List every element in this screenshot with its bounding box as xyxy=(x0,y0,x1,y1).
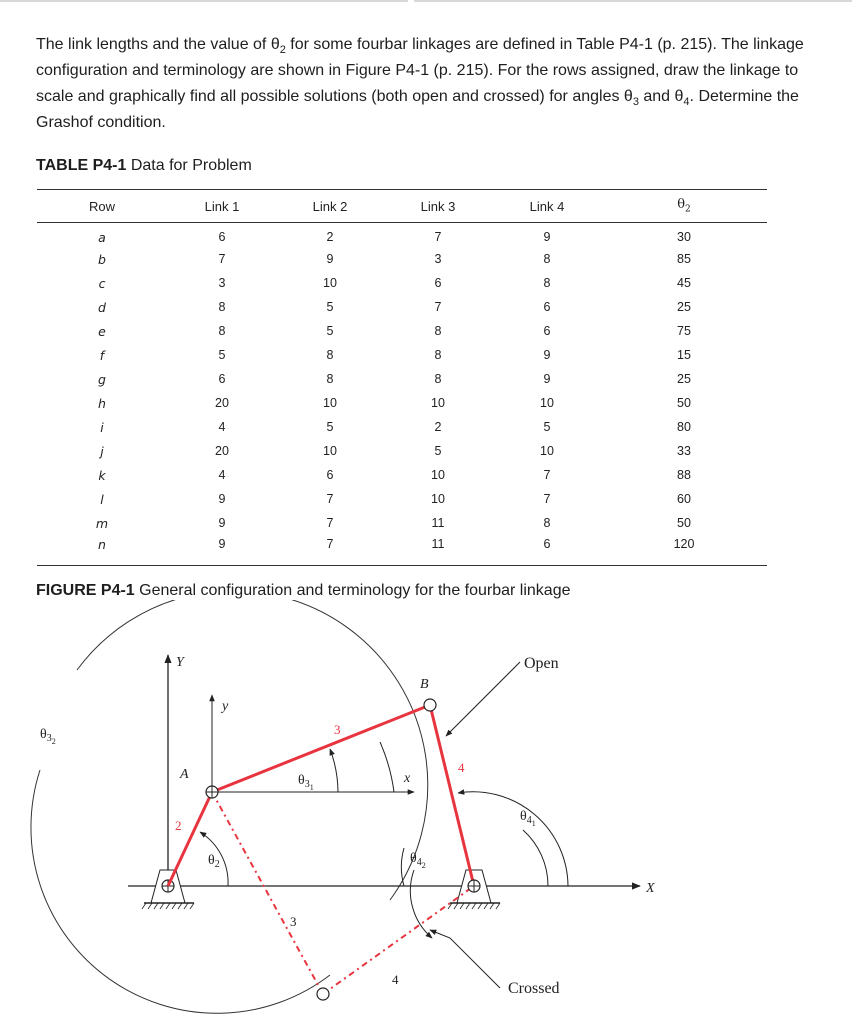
link-1-cell: 4 xyxy=(218,420,226,434)
theta2-cell: 60 xyxy=(677,492,691,506)
table-header-row xyxy=(37,190,767,223)
table-row xyxy=(37,439,767,463)
link-4-cell: 8 xyxy=(543,252,551,266)
theta2-cell: 30 xyxy=(677,230,691,244)
link-4-cell: 9 xyxy=(543,348,551,362)
link-3-cell: 10 xyxy=(431,492,445,506)
ground-pivot-O2 xyxy=(142,870,194,909)
label-x: x xyxy=(404,771,411,786)
link-2-cell: 9 xyxy=(326,252,334,266)
row-label: k xyxy=(98,467,106,483)
open-leader xyxy=(446,662,520,736)
link-1-cell: 6 xyxy=(218,372,226,386)
theta2-cell: 45 xyxy=(677,276,691,290)
label-Y: Y xyxy=(176,655,184,670)
link-2-cell: 10 xyxy=(323,276,337,290)
theta2-cell: 50 xyxy=(677,396,691,410)
link-2-cell: 7 xyxy=(326,516,334,530)
theta2-cell: 25 xyxy=(677,372,691,386)
table-row xyxy=(37,319,767,343)
link-4-cell: 7 xyxy=(543,492,551,506)
theta2-cell: 50 xyxy=(677,516,691,530)
table-row xyxy=(37,511,767,535)
link-4-cell: 10 xyxy=(540,396,554,410)
header-link2: Link 2 xyxy=(277,190,383,223)
link-3-open xyxy=(212,705,430,792)
label-theta31: $\theta_{31}$ xyxy=(298,773,314,792)
link-1-cell: 6 xyxy=(218,230,226,244)
link-1-cell: 20 xyxy=(215,396,229,410)
table-row xyxy=(37,487,767,511)
theta2-cell: 25 xyxy=(677,300,691,314)
label-B: B xyxy=(420,677,429,692)
link-4-cell: 9 xyxy=(543,372,551,386)
label-X: X xyxy=(646,881,655,896)
label-theta32: $\theta_{32}$ xyxy=(40,727,56,746)
table-row xyxy=(37,247,767,271)
link-1-cell: 4 xyxy=(218,468,226,482)
theta2-cell: 15 xyxy=(677,348,691,362)
joint-B xyxy=(424,699,436,711)
table-row xyxy=(37,295,767,319)
label-link2: 2 xyxy=(175,818,182,833)
theta32-arc xyxy=(77,600,428,900)
link-2-cell: 6 xyxy=(326,468,334,482)
link-1-cell: 5 xyxy=(218,348,226,362)
link-3-cell: 10 xyxy=(431,468,445,482)
row-label: d xyxy=(98,299,106,315)
table-row xyxy=(37,463,767,487)
link-2-cell: 5 xyxy=(326,300,334,314)
figure-caption: FIGURE P4-1 General configuration and terminology for the fourbar linkage xyxy=(36,582,571,599)
table-row xyxy=(37,343,767,367)
link-2-cell: 5 xyxy=(326,420,334,434)
link-3-cell: 5 xyxy=(434,444,442,458)
link-4-cell: 6 xyxy=(493,535,601,566)
link-1-cell: 20 xyxy=(215,444,229,458)
header-row: Row xyxy=(37,190,167,223)
table-row xyxy=(37,415,767,439)
table-row xyxy=(37,271,767,295)
theta2-cell: 33 xyxy=(677,444,691,458)
link-1-cell: 9 xyxy=(218,492,226,506)
page-top-border xyxy=(0,0,852,10)
theta31-arc xyxy=(330,749,338,792)
label-theta2: $\theta_2$ xyxy=(208,853,220,870)
link-2-cell: 8 xyxy=(326,372,334,386)
link-2 xyxy=(168,792,212,886)
link-4-open xyxy=(430,705,474,886)
label-link3: 3 xyxy=(334,722,341,737)
link-2-cell: 10 xyxy=(323,444,337,458)
label-open: Open xyxy=(524,655,559,672)
label-link3-crossed: 3 xyxy=(290,914,297,929)
link-3-crossed xyxy=(212,792,323,994)
link-2-cell: 7 xyxy=(277,535,383,566)
label-A: A xyxy=(180,767,189,782)
row-label: l xyxy=(100,491,104,507)
link-1-cell: 3 xyxy=(218,276,226,290)
link-4-cell: 6 xyxy=(543,324,551,338)
row-label: f xyxy=(99,347,105,363)
theta2-cell: 85 xyxy=(677,252,691,266)
theta41-arc-inner xyxy=(523,830,548,886)
problem-statement: The link lengths and the value of $\theta_2$ for some fourbar linkages are defined in Table P4-1 (p. 215). The linkage configuration and terminology are shown in Figure P4-1 (p. 215). For the rows assigned, draw the linkage to scale and graphically find all possible solutions (both open and crossed) for angles $\theta_3$ and $\theta_4$. Determine the Grashof condition. xyxy=(36,36,804,131)
theta42-arc-inner xyxy=(401,848,404,886)
link-2-cell: 2 xyxy=(326,230,334,244)
link-3-cell: 3 xyxy=(434,252,442,266)
header-theta2: $\theta_2$ xyxy=(601,190,767,223)
label-theta42: $\theta_{42}$ xyxy=(410,851,426,870)
row-label: b xyxy=(98,251,106,267)
row-label: n xyxy=(37,535,167,566)
row-label: j xyxy=(100,443,104,459)
row-label: a xyxy=(98,229,106,245)
table-row xyxy=(37,535,767,566)
link-3-cell: 7 xyxy=(434,230,442,244)
label-link4-crossed: 4 xyxy=(392,972,399,987)
row-label: c xyxy=(98,275,106,291)
link-3-cell: 10 xyxy=(431,396,445,410)
joint-B-crossed xyxy=(317,988,329,1000)
link-3-cell: 11 xyxy=(431,516,445,530)
row-label: i xyxy=(100,419,104,435)
link-1-cell: 8 xyxy=(218,324,226,338)
link-1-cell: 7 xyxy=(218,252,226,266)
link-3-cell: 6 xyxy=(434,276,442,290)
joint-O4 xyxy=(468,880,480,892)
theta42-arc xyxy=(410,870,432,938)
theta2-cell: 80 xyxy=(677,420,691,434)
table-row xyxy=(37,223,767,248)
fourbar-figure xyxy=(0,600,852,1024)
link-1-cell: 9 xyxy=(218,516,226,530)
table-row xyxy=(37,367,767,391)
link-data-table xyxy=(37,189,767,566)
link-2-cell: 7 xyxy=(326,492,334,506)
header-link1: Link 1 xyxy=(167,190,277,223)
theta2-cell: 88 xyxy=(677,468,691,482)
link-4-cell: 10 xyxy=(540,444,554,458)
link-4-cell: 6 xyxy=(543,300,551,314)
link-4-cell: 9 xyxy=(543,230,551,244)
theta2-cell: 75 xyxy=(677,324,691,338)
link-4-cell: 7 xyxy=(543,468,551,482)
joint-A xyxy=(206,786,218,798)
link-2-cell: 5 xyxy=(326,324,334,338)
link-4-cell: 8 xyxy=(543,516,551,530)
table-row xyxy=(37,391,767,415)
header-link3: Link 3 xyxy=(383,190,493,223)
link-3-cell: 8 xyxy=(434,324,442,338)
label-theta41: $\theta_{41}$ xyxy=(520,809,536,828)
row-label: m xyxy=(95,515,109,531)
crossed-leader xyxy=(430,930,500,988)
row-label: e xyxy=(98,323,106,339)
theta32-ref-arc xyxy=(380,742,394,792)
row-label: h xyxy=(98,395,106,411)
link-2-cell: 8 xyxy=(326,348,334,362)
link-1-cell: 9 xyxy=(167,535,277,566)
label-link4: 4 xyxy=(458,760,465,775)
header-link4: Link 4 xyxy=(493,190,601,223)
theta2-cell: 120 xyxy=(601,535,767,566)
label-crossed: Crossed xyxy=(508,980,560,997)
link-3-cell: 11 xyxy=(383,535,493,566)
link-3-cell: 8 xyxy=(434,372,442,386)
row-label: g xyxy=(98,371,106,387)
link-4-cell: 5 xyxy=(543,420,551,434)
label-y: y xyxy=(222,699,229,714)
link-2-cell: 10 xyxy=(323,396,337,410)
link-3-cell: 8 xyxy=(434,348,442,362)
link-3-cell: 7 xyxy=(434,300,442,314)
table-caption: TABLE P4-1 Data for Problem xyxy=(36,157,252,174)
link-4-cell: 8 xyxy=(543,276,551,290)
link-1-cell: 8 xyxy=(218,300,226,314)
link-3-cell: 2 xyxy=(434,420,442,434)
